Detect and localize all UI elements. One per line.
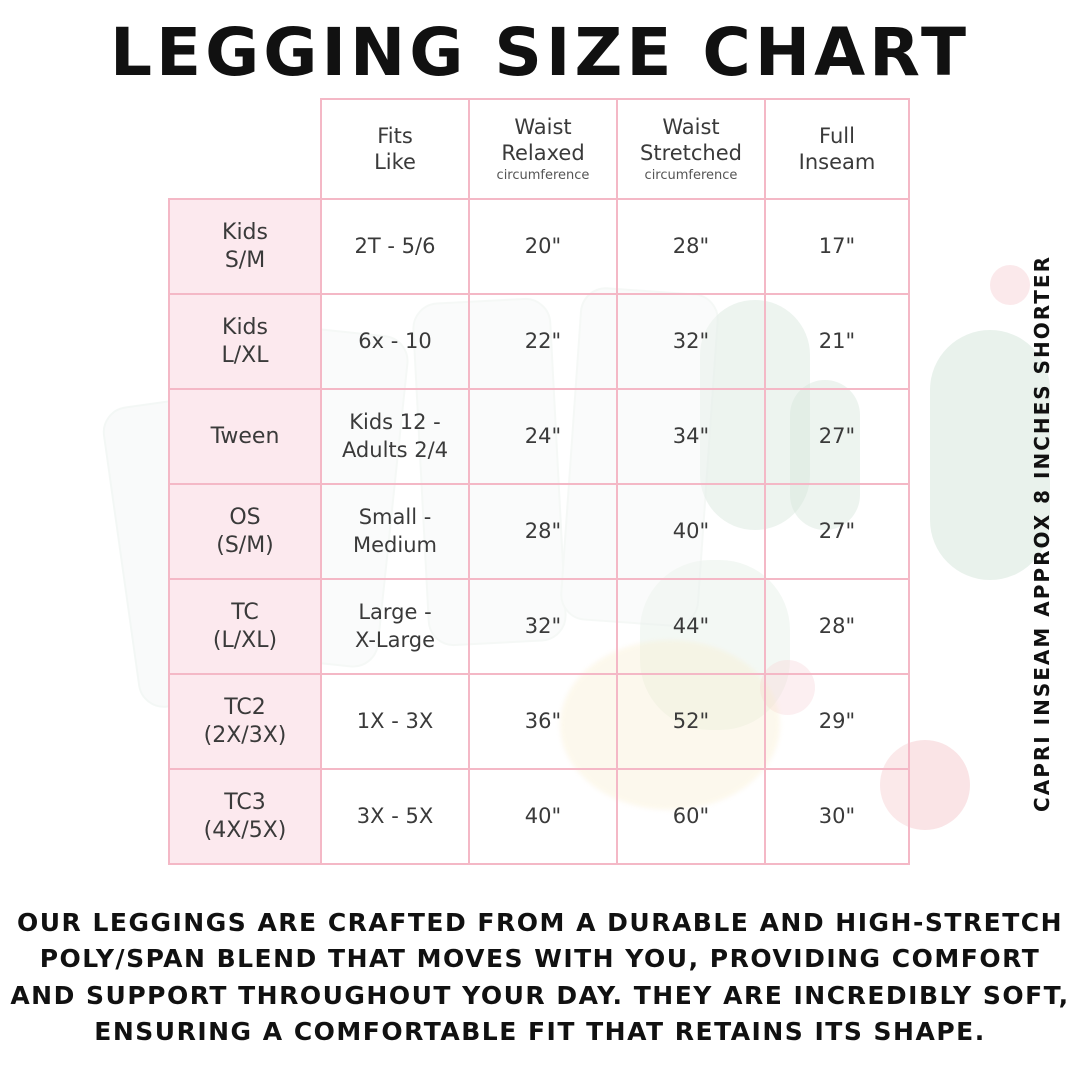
cell-full-inseam: 27" <box>765 389 909 484</box>
header-waist-relaxed-sub: circumference <box>496 168 590 184</box>
header-waist-relaxed-line1: Waist <box>514 114 572 139</box>
row-label-kids-lxl <box>169 294 321 389</box>
header-waist-stretched-line1: Waist <box>662 114 720 139</box>
row-label-line1: TC3 <box>224 790 266 815</box>
table-row <box>169 294 909 389</box>
cell-waist-stretched: 32" <box>617 294 765 389</box>
cell-fits-line1: Small - <box>358 505 432 530</box>
cell-waist-relaxed: 22" <box>469 294 617 389</box>
cell-waist-stretched: 34" <box>617 389 765 484</box>
footer-line-1: OUR LEGGINGS ARE CRAFTED FROM A DURABLE AND HIGH-STRETCH <box>16 908 1064 937</box>
cell-full-inseam: 30" <box>765 769 909 864</box>
cell-waist-stretched: 28" <box>617 199 765 294</box>
cell-waist-relaxed: 20" <box>469 199 617 294</box>
row-label-line2: L/XL <box>221 342 269 368</box>
header-full-inseam-line1: Full <box>819 123 855 148</box>
legging-size-chart-table <box>168 98 910 865</box>
cell-full-inseam: 17" <box>765 199 909 294</box>
page-title: LEGGING SIZE CHART <box>109 14 971 91</box>
cell-fits-line1: Kids 12 - <box>349 410 441 435</box>
cell-full-inseam: 29" <box>765 674 909 769</box>
row-label-line2: (S/M) <box>216 532 274 558</box>
table-row <box>169 579 909 674</box>
cell-waist-relaxed: 40" <box>469 769 617 864</box>
table-row <box>169 674 909 769</box>
cell-fits-like <box>321 294 469 389</box>
cell-fits-line2: Adults 2/4 <box>341 437 449 462</box>
header-fits-like-line1: Fits <box>377 123 413 148</box>
cell-fits-like <box>321 579 469 674</box>
row-label-line2: (2X/3X) <box>203 722 287 748</box>
header-fits-like-line2: Like <box>374 150 416 174</box>
cell-full-inseam: 21" <box>765 294 909 389</box>
footer-line-2: POLY/SPAN BLEND THAT MOVES WITH YOU, PROVIDING COMFORT <box>39 944 1041 974</box>
cell-waist-relaxed: 36" <box>469 674 617 769</box>
cell-fits-like <box>321 484 469 579</box>
cell-waist-relaxed: 28" <box>469 484 617 579</box>
cell-fits-line1: Large - <box>358 600 432 625</box>
cell-waist-relaxed: 24" <box>469 389 617 484</box>
row-label-tc3 <box>169 769 321 864</box>
cell-fits-like <box>321 674 469 769</box>
table-header <box>169 99 909 199</box>
size-chart-container <box>168 98 908 865</box>
cell-waist-stretched: 40" <box>617 484 765 579</box>
header-waist-stretched-line2: Stretched <box>640 140 742 165</box>
cell-waist-stretched: 60" <box>617 769 765 864</box>
cell-fits-line1: 2T - 5/6 <box>354 233 436 258</box>
cell-full-inseam: 28" <box>765 579 909 674</box>
table-row <box>169 389 909 484</box>
header-waist-relaxed <box>469 99 617 199</box>
row-label-line1: TC2 <box>224 695 266 720</box>
row-label-kids-sm <box>169 199 321 294</box>
cell-full-inseam: 27" <box>765 484 909 579</box>
row-label-tc <box>169 579 321 674</box>
cell-fits-line1: 6x - 10 <box>358 328 432 353</box>
cell-fits-like <box>321 389 469 484</box>
row-label-line1: OS <box>229 505 261 530</box>
cell-waist-relaxed: 32" <box>469 579 617 674</box>
row-label-line2: (L/XL) <box>212 627 278 653</box>
footer-description <box>0 905 1080 1050</box>
header-full-inseam-line2: Inseam <box>798 150 876 174</box>
row-label-tc2 <box>169 674 321 769</box>
header-waist-stretched <box>617 99 765 199</box>
cell-waist-stretched: 52" <box>617 674 765 769</box>
row-label-line1: Kids <box>222 220 268 245</box>
cell-fits-line2: Medium <box>353 532 437 557</box>
table-row <box>169 484 909 579</box>
row-label-tween <box>169 389 321 484</box>
capri-inseam-note: CAPRI INSEAM APPROX 8 INCHES SHORTER <box>1030 255 1054 812</box>
row-label-line1: TC <box>231 600 259 625</box>
cell-fits-line1: 3X - 5X <box>356 803 434 828</box>
row-label-line2: S/M <box>224 247 266 273</box>
cell-fits-line1: 1X - 3X <box>356 708 434 733</box>
row-label-line1: Tween <box>210 423 280 449</box>
cell-fits-like <box>321 199 469 294</box>
table-body <box>169 199 909 864</box>
row-label-line1: Kids <box>222 315 268 340</box>
header-fits-like <box>321 99 469 199</box>
row-label-line2: (4X/5X) <box>203 817 287 843</box>
footer-line-3: AND SUPPORT THROUGHOUT YOUR DAY. THEY ARE INCREDIBLY SOFT, <box>10 980 1070 1010</box>
cell-fits-like <box>321 769 469 864</box>
header-full-inseam <box>765 99 909 199</box>
cell-waist-stretched: 44" <box>617 579 765 674</box>
footer-line-4: ENSURING A COMFORTABLE FIT THAT RETAINS ITS SHAPE. <box>94 1016 986 1046</box>
header-waist-relaxed-line2: Relaxed <box>501 140 585 165</box>
header-waist-stretched-sub: circumference <box>644 168 738 184</box>
row-label-os <box>169 484 321 579</box>
table-row <box>169 199 909 294</box>
corner-cell <box>169 99 321 199</box>
table-row <box>169 769 909 864</box>
cell-fits-line2: X-Large <box>354 627 435 652</box>
